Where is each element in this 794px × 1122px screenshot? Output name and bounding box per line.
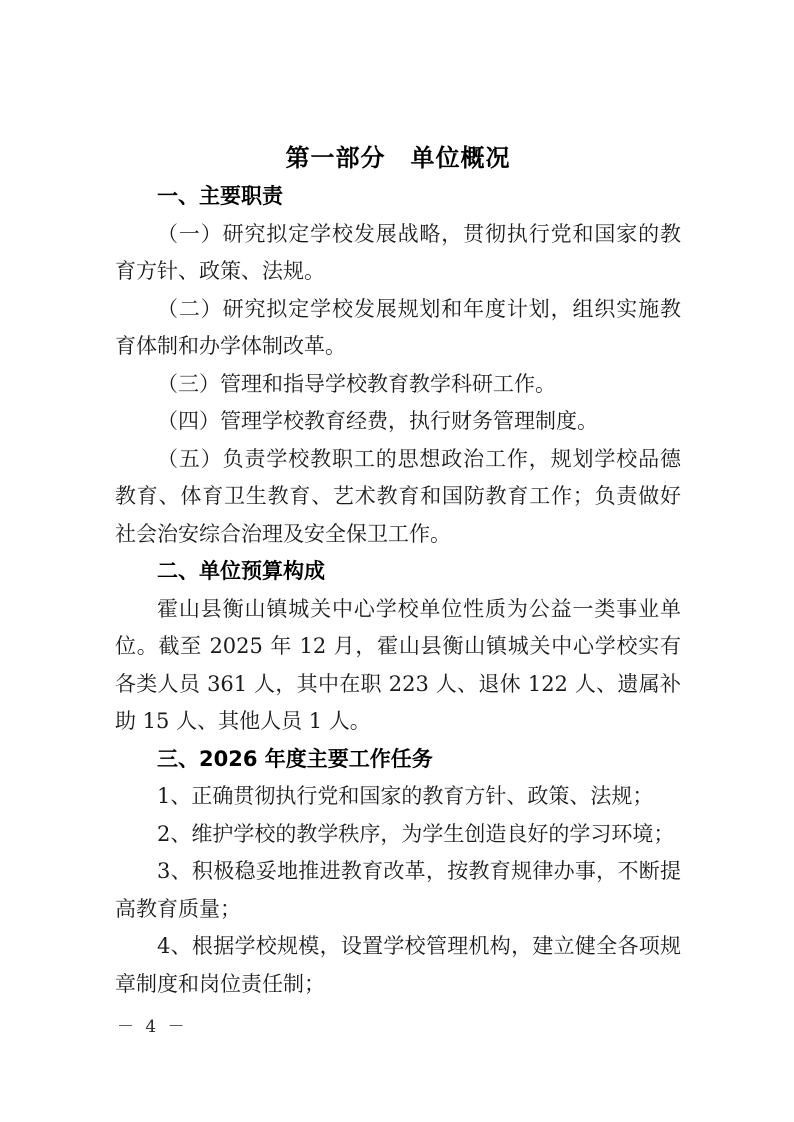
paragraph-task-2: 2、维护学校的教学秩序，为学生创造良好的学习环境； <box>157 821 675 846</box>
paragraph-duty-3: （三）管理和指导学校教育教学科研工作。 <box>157 371 556 396</box>
part-title: 第一部分 单位概况 <box>285 144 511 172</box>
paragraph-budget-composition: 霍山县衡山镇城关中心学校单位性质为公益一类事业单位。截至 2025 年 12 月，霍山县衡山镇城关中心学校实有各类人员 361 人，其中在职 223 人、退休 122 人、遗属补助 15 人、其他人员 1 人。 <box>115 596 681 733</box>
paragraph-task-1: 1、正确贯彻执行党和国家的教育方针、政策、法规； <box>157 784 654 808</box>
section-heading-main-duties: 一、主要职责 <box>157 184 283 208</box>
paragraph-task-4: 4、根据学校规模，设置学校管理机构，建立健全各项规章制度和岗位责任制； <box>115 934 681 996</box>
section-heading-annual-tasks: 三、2026 年度主要工作任务 <box>157 746 433 771</box>
page-number: － 4 － <box>117 1017 188 1037</box>
section-heading-budget-composition: 二、单位预算构成 <box>157 559 325 583</box>
paragraph-duty-4: （四）管理学校教育经费，执行财务管理制度。 <box>157 409 598 433</box>
document-content <box>115 138 681 1003</box>
paragraph-task-3: 3、积极稳妥地推进教育改革，按教育规律办事，不断提高教育质量； <box>115 859 681 921</box>
paragraph-duty-1: （一）研究拟定学校发展战略，贯彻执行党和国家的教育方针、政策、法规。 <box>115 221 681 283</box>
paragraph-duty-2: （二）研究拟定学校发展规划和年度计划，组织实施教育体制和办学体制改革。 <box>115 296 681 358</box>
paragraph-duty-5: （五）负责学校教职工的思想政治工作，规划学校品德教育、体育卫生教育、艺术教育和国防教育工作；负责做好社会治安综合治理及安全保卫工作。 <box>115 446 681 546</box>
